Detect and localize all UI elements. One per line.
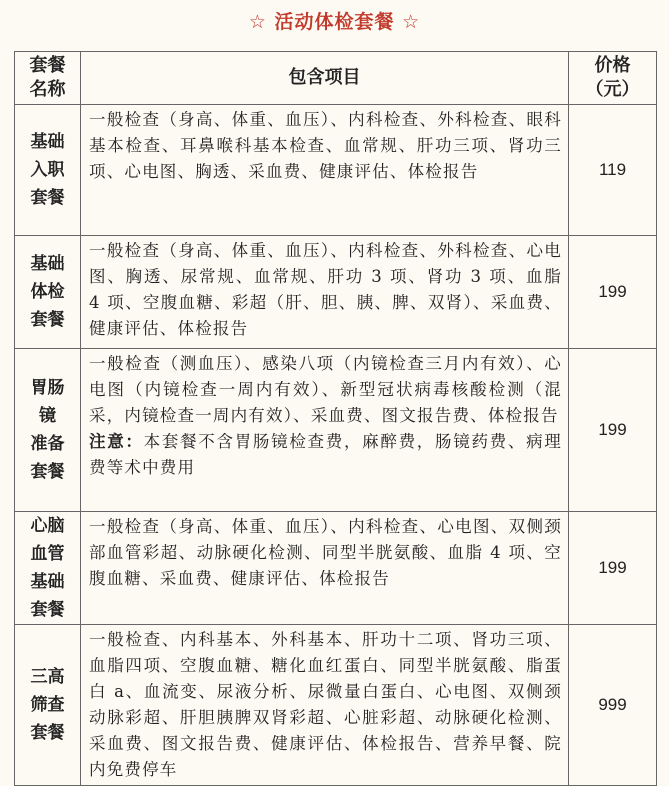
package-name [15,349,81,512]
page-title: ☆ 活动体检套餐 ☆ [248,10,421,33]
package-name-line: 三高 [30,667,65,687]
title-bar [0,0,669,40]
package-content-text: 一般检查（测血压）、感染八项（内镜检查三月内有效）、心电图（内镜检查一周内有效）、新型冠状病毒核酸检测（混采，内镜检查一周内有效）、采血费、图文报告费、体检报告 [89,354,562,425]
package-content [81,349,569,512]
package-name-line: 套餐 [30,188,65,208]
package-content: 一般检查（身高、体重、血压）、内科检查、外科检查、心电图、胸透、尿常规、血常规、肝功 3 项、肾功 3 项、血脂 4 项、空腹血糖、彩超（肝、胆、胰、脾、双肾）、采血费、健康评估、体检报告 [81,236,569,349]
table-row [15,625,657,786]
package-name [15,625,81,786]
package-name-line: 体检 [30,282,65,302]
header-name [15,52,81,105]
package-name [15,236,81,349]
package-name-line: 胃肠 [30,378,65,398]
package-price: 999 [569,625,657,786]
package-name [15,105,81,236]
package-name-line: 镜 [39,406,56,426]
package-name-line: 基础 [30,254,65,274]
header-price-line: 价格 [594,55,631,76]
note-label: 注意： [89,432,144,451]
table-row [15,349,657,512]
package-price: 199 [569,349,657,512]
package-name-line: 心脑 [30,516,65,536]
header-content: 包含项目 [81,52,569,105]
table-row [15,236,657,349]
package-name-line: 筛查 [30,695,65,715]
package-name-line: 套餐 [30,310,65,330]
package-note [89,429,562,481]
header-name-line: 套餐 [29,55,66,76]
package-name-line: 基础 [30,572,65,592]
package-table [14,51,657,786]
package-content: 一般检查（身高、体重、血压）、内科检查、外科检查、眼科基本检查、耳鼻喉科基本检查、血常规、肝功三项、肾功三项、心电图、胸透、采血费、健康评估、体检报告 [81,105,569,236]
table-header-row [15,52,657,105]
package-content: 一般检查（身高、体重、血压）、内科检查、心电图、双侧颈部血管彩超、动脉硬化检测、同型半胱氨酸、血脂 4 项、空腹血糖、采血费、健康评估、体检报告 [81,512,569,625]
package-name-line: 套餐 [30,600,65,620]
package-name-line: 套餐 [30,723,65,743]
package-name-line: 基础 [30,132,65,152]
package-name [15,512,81,625]
header-name-line: 名称 [29,79,66,100]
package-name-line: 套餐 [30,462,65,482]
package-name-line: 入职 [30,160,65,180]
package-content: 一般检查、内科基本、外科基本、肝功十二项、肾功三项、血脂四项、空腹血糖、糖化血红蛋白、同型半胱氨酸、脂蛋白 a、血流变、尿液分析、尿微量白蛋白、心电图、双侧颈动脉彩超、肝胆胰脾双肾彩超、心脏彩超、动脉硬化检测、采血费、图文报告费、健康评估、体检报告、营养早餐、院内免费停车 [81,625,569,786]
header-price [569,52,657,105]
package-name-line: 准备 [30,434,65,454]
package-price: 199 [569,512,657,625]
package-price: 119 [569,105,657,236]
table-row [15,105,657,236]
note-text: 本套餐不含胃肠镜检查费，麻醉费，肠镜药费、病理费等术中费用 [89,432,562,477]
package-price: 199 [569,236,657,349]
header-price-line: （元） [585,79,640,100]
table-row [15,512,657,625]
package-name-line: 血管 [30,544,65,564]
